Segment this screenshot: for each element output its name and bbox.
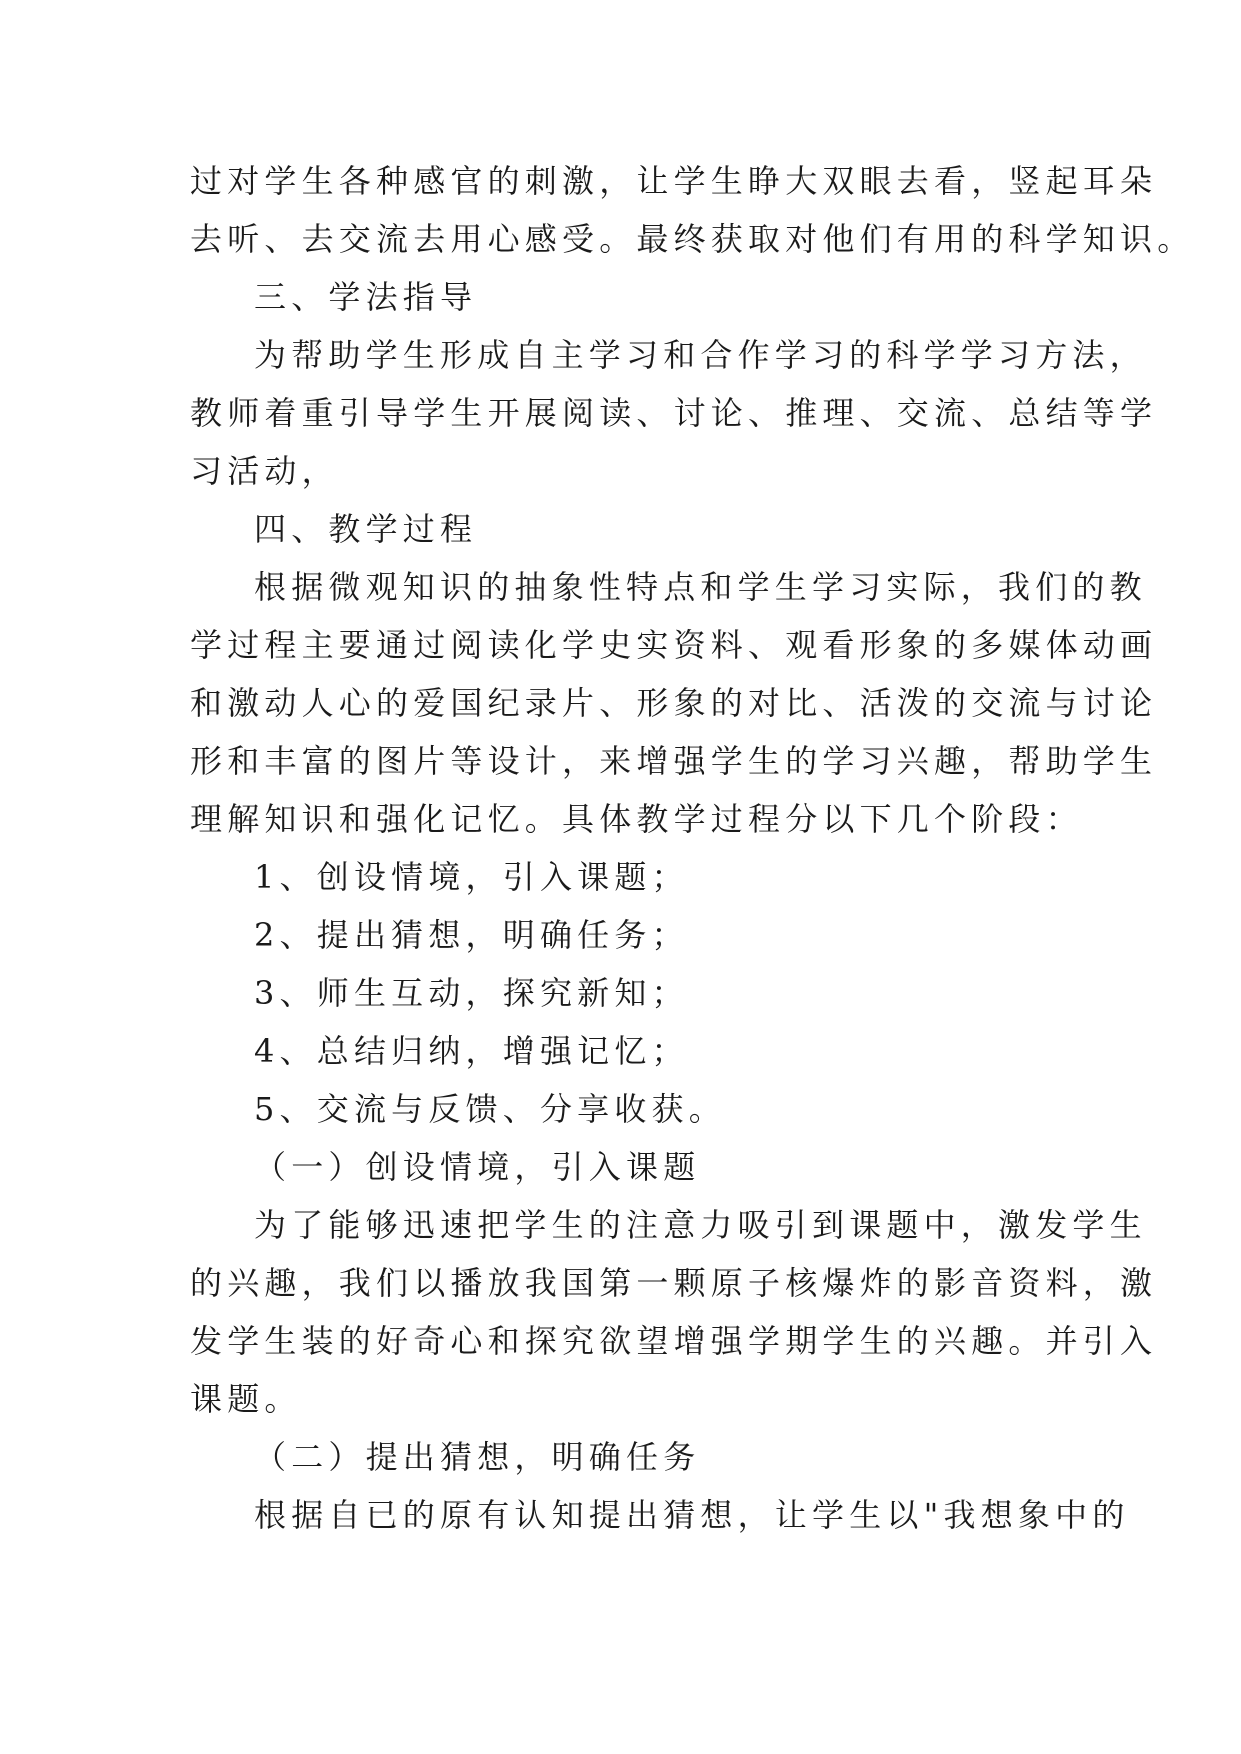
paragraph-line: 理解知识和强化记忆。具体教学过程分以下几个阶段： — [190, 800, 1083, 838]
paragraph-line: 学过程主要通过阅读化学史实资料、观看形象的多媒体动画 — [190, 626, 1158, 664]
list-item: 1、创设情境，引入课题； — [254, 858, 689, 896]
paragraph-line: 习活动， — [190, 452, 339, 490]
document-body — [190, 152, 1195, 1544]
paragraph-line: 的兴趣，我们以播放我国第一颗原子核爆炸的影音资料，激 — [190, 1264, 1158, 1302]
paragraph-line: 根据微观知识的抽象性特点和学生学习实际，我们的教 — [254, 568, 1147, 606]
paragraph-line: 为了能够迅速把学生的注意力吸引到课题中，激发学生 — [254, 1206, 1147, 1244]
paragraph-line: 根据自已的原有认知提出猜想，让学生以"我想象中的 — [254, 1496, 1130, 1534]
list-item: 2、提出猜想，明确任务； — [254, 916, 689, 954]
paragraph-line: 课题。 — [190, 1380, 302, 1418]
subsection-heading: （二）提出猜想，明确任务 — [254, 1438, 701, 1476]
paragraph-line: 和激动人心的爱国纪录片、形象的对比、活泼的交流与讨论 — [190, 684, 1158, 722]
list-item: 5、交流与反馈、分享收获。 — [254, 1090, 726, 1128]
section-heading: 三、学法指导 — [254, 278, 478, 316]
paragraph-line: 为帮助学生形成自主学习和合作学习的科学学习方法， — [254, 336, 1147, 374]
paragraph-line: 教师着重引导学生开展阅读、讨论、推理、交流、总结等学 — [190, 394, 1158, 432]
list-item: 3、师生互动，探究新知； — [254, 974, 689, 1012]
paragraph-line: 去听、去交流去用心感受。最终获取对他们有用的科学知识。 — [190, 220, 1195, 258]
paragraph-line: 发学生装的好奇心和探究欲望增强学期学生的兴趣。并引入 — [190, 1322, 1158, 1360]
paragraph-line: 形和丰富的图片等设计，来增强学生的学习兴趣，帮助学生 — [190, 742, 1158, 780]
subsection-heading: （一）创设情境，引入课题 — [254, 1148, 701, 1186]
list-item: 4、总结归纳，增强记忆； — [254, 1032, 689, 1070]
paragraph-line: 过对学生各种感官的刺激，让学生睁大双眼去看，竖起耳朵 — [190, 162, 1158, 200]
section-heading: 四、教学过程 — [254, 510, 478, 548]
